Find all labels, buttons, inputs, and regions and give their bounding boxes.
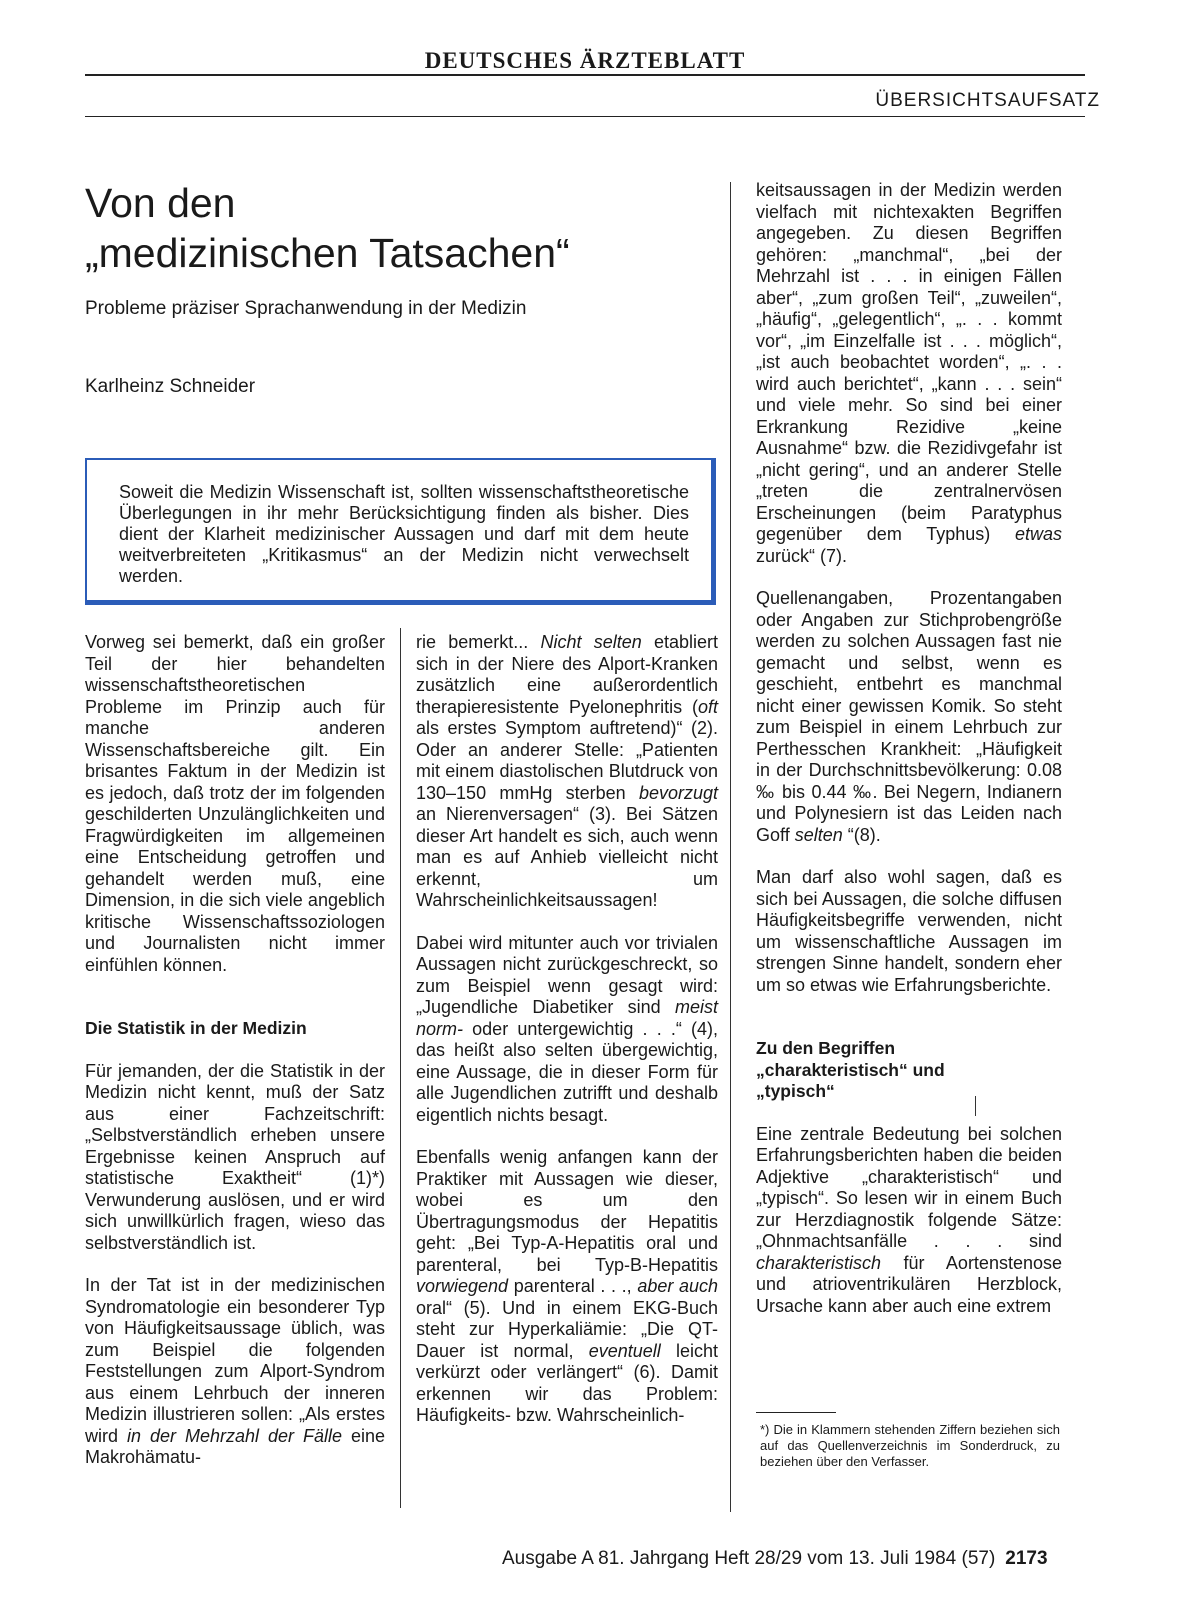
article-author: Karlheinz Schneider <box>85 376 256 397</box>
page-footer <box>502 1548 1048 1570</box>
article-title-line2: „medizinischen Tatsachen“ <box>85 230 570 276</box>
col3-p2-text-b: “(8). <box>842 824 881 845</box>
col2-p2-text-a: Dabei wird mitunter auch vor trivialen Aussagen nicht zurückgeschreckt, so zum Beispiel wenn gesagt wird: „Jugendliche Diabetiker sind <box>416 932 718 1017</box>
column-1 <box>85 632 385 1469</box>
col2-p1-text-c: als erstes Symptom auftretend)“ (2). Oder an anderer Stelle: „Patienten mit einem diastolischen Blutdruck von 130–150 mmHg sterben <box>416 718 718 803</box>
abstract-text: Soweit die Medizin Wissenschaft ist, sollten wissenschaftstheoretische Überlegungen in ihr mehr Berücksichtigung finden als bisher. Dies dient der Klarheit medizinischer Aussagen und darf mit dem heute weitverbreiteten „Kritikasmus“ an der Medizin nicht verwechselt werden. <box>119 482 689 586</box>
section-label: ÜBERSICHTSAUFSATZ <box>875 90 1100 111</box>
col3-p1-text-a: keitsaussagen in der Medizin werden vielfach mit nichtexakten Begriffen angegeben. Zu diesen Begriffen gehören: „manchmal“, „bei der Mehrzahl ist . . . in einigen Fällen aber“, „zum großen Teil“, „zuweilen“, „häufig“, „gelegentlich“, „. . . kommt vor“, „im Einzelfalle ist . . . möglich“, „ist auch beobachtet worden“, „. . . wird auch berichtet“, „kann . . . sein“ und viele mehr. So sind bei einer Erkrankung Rezidive „keine Ausnahme“ bzw. die Rezidivgefahr ist „nicht gering“, und an anderer Stelle „treten die zentralnervösen Erscheinungen (beim Paratyphus gegenüber dem Typhus) <box>756 180 1062 544</box>
col1-p3-emphasis: in der Mehrzahl der Fälle <box>126 1425 342 1446</box>
journal-title: DEUTSCHES ÄRZTEBLATT <box>424 48 746 73</box>
col2-p2-text-b: oder untergewichtig . . .“ (4), das heißt also selten übergewichtig, eine Aussage, die in dieser Form für alle Jugendlichen zutrifft und deshalb eigentlich nichts besagt. <box>416 1018 718 1125</box>
col1-heading: Die Statistik in der Medizin <box>85 1018 307 1038</box>
column-3 <box>756 180 1062 1317</box>
header-rule-bottom <box>85 116 1085 117</box>
col3-paragraph-2 <box>756 588 1062 846</box>
footnote: *) Die in Klammern stehenden Ziffern beziehen sich auf das Quellenverzeichnis im Sonderdruck, zu beziehen über den Verfasser. <box>760 1422 1060 1469</box>
col3-p1-emphasis: etwas <box>1014 524 1062 544</box>
col3-heading <box>756 1038 1062 1103</box>
abstract-box <box>85 458 716 605</box>
column-divider-2 <box>730 182 731 1512</box>
col2-p3-text-a: Ebenfalls wenig anfangen kann der Praktiker mit Aussagen wie dieser, wobei es um den Übertragungsmodus der Hepatitis geht: „Bei Typ-A-Hepatitis oral und parenteral, bei Typ-B-Hepatitis <box>416 1147 718 1275</box>
footer-page-number: 2173 <box>1005 1548 1048 1569</box>
col2-p3-text-b: parenteral . . ., <box>508 1276 638 1296</box>
col2-p3-emphasis-1: vorwiegend <box>416 1276 509 1296</box>
col2-p1-emphasis-2: oft <box>697 696 718 717</box>
col2-paragraph-1 <box>416 632 718 912</box>
col2-paragraph-2 <box>416 933 718 1127</box>
col2-p1-text-a: rie bemerkt... <box>416 632 541 652</box>
col2-p3-text-d: leicht verkürzt oder verlängert“ (6). Damit erkennen wir das Problem: Häufigkeits- bzw. Wahrscheinlich- <box>416 1340 718 1425</box>
article-title <box>85 178 570 278</box>
col2-p3-emphasis-3: eventuell <box>588 1340 661 1361</box>
col3-p2-emphasis: selten <box>794 824 843 845</box>
col3-paragraph-3: Man darf also wohl sagen, daß es sich bei Aussagen, die solche diffusen Häufigkeitsbegriffe verwenden, nicht um wissenschaftliche Aussagen im strengen Sinne handelt, sondern eher um so etwas wie Erfahrungsberichte. <box>756 867 1062 995</box>
col1-paragraph-3 <box>85 1275 385 1469</box>
col1-paragraph-1: Vorweg sei bemerkt, daß ein großer Teil der hier behandelten wissenschaftstheoretischen Probleme im Prinzip auch für manche anderen Wissenschaftsbereiche gilt. Ein brisantes Faktum in der Medizin ist es jedoch, daß trotz der im folgenden geschilderten Unzulänglichkeiten und Fragwürdigkeiten im allgemeinen eine Entscheidung getroffen und gehandelt werden muß, eine Dimension, in die sich viele angeblich kritische Wissenschaftssoziologen und Journalisten nicht immer einfühlen können. <box>85 632 385 975</box>
header-rule-top <box>85 74 1085 76</box>
col3-p4-text-b: für Aortenstenose und atrioventrikulären Herzblock, Ursache kann aber auch eine extrem <box>756 1252 1062 1316</box>
col1-p3-text-a: In der Tat ist in der medizinischen Syndromatologie ein besonderer Typ von Häufigkeitsaussage üblich, was zum Beispiel die folgenden Feststellungen zum Alport-Syndrom aus einem Lehrbuch der inneren Medizin illustrieren sollen: „Als erstes wird <box>85 1275 385 1446</box>
col2-p1-emphasis-1: Nicht selten <box>540 632 642 652</box>
col1-p3-text-b: eine Makrohämatu- <box>85 1425 385 1467</box>
col1-paragraph-2: Für jemanden, der die Statistik in der Medizin nicht kennt, muß der Satz aus einer Fachzeitschrift: „Selbstverständlich erheben unsere Ergebnisse keinen Anspruch auf statistische Exaktheit“ (1)*) Verwunderung auslösen, und er wird sich unwillkürlich fragen, wieso das selbstverständlich ist. <box>85 1060 385 1253</box>
col3-p1-text-b: zurück“ (7). <box>756 545 848 566</box>
footer-issue: Ausgabe A 81. Jahrgang Heft 28/29 vom 13. Juli 1984 (57) <box>502 1548 996 1569</box>
col3-p4-emphasis: charakteristisch <box>756 1252 882 1273</box>
col2-p1-text-b: etabliert sich in der Niere des Alport-Kranken zusätzlich eine außerordentlich therapieresistente Pyelonephritis ( <box>416 632 718 717</box>
col2-p3-emphasis-2: aber auch <box>637 1276 719 1296</box>
col3-heading-line1: Zu den Begriffen <box>756 1038 896 1058</box>
article-title-line1: Von den <box>85 180 236 226</box>
col3-heading-line3: „typisch“ <box>756 1081 835 1101</box>
col3-p4-text-a: Eine zentrale Bedeutung bei solchen Erfahrungsberichten haben die beiden Adjektive „charakteristisch“ und „typisch“. So lesen wir in einem Buch zur Herzdiagnostik folgende Sätze: „Ohnmachtsanfälle . . . sind <box>756 1123 1062 1251</box>
col3-p2-text-a: Quellenangaben, Prozentangaben oder Angaben zur Stichprobengröße werden zu solchen Aussagen fast nie gemacht und selbst, wenn es geschieht, entbehrt es manchmal nicht einer gewissen Komik. So steht zum Beispiel in einem Lehrbuch zur Perthesschen Krankheit: „Häufigkeit in der Durchschnittsbevölkerung: 0.08 ‰ bis 0.44 ‰. Bei Negern, Indianern und Polynesiern ist das Leiden nach Goff <box>756 588 1062 845</box>
col3-paragraph-1 <box>756 180 1062 567</box>
col3-paragraph-4 <box>756 1124 1062 1318</box>
column-2 <box>416 632 718 1427</box>
footnote-rule <box>756 1412 836 1413</box>
col2-p2-emphasis: meist norm- <box>416 997 718 1039</box>
col2-paragraph-3 <box>416 1147 718 1427</box>
column-divider-1 <box>400 628 401 1508</box>
col2-p1-emphasis-3: bevorzugt <box>638 782 718 803</box>
article-subtitle: Probleme präziser Sprachanwendung in der Medizin <box>85 298 527 319</box>
col2-p3-text-c: oral“ (5). Und in einem EKG-Buch steht zur Hyperkaliämie: „Die QT-Dauer ist normal, <box>416 1297 718 1361</box>
col3-heading-line2: „charakteristisch“ und <box>756 1059 945 1080</box>
col2-p1-text-d: an Nierenversagen“ (3). Bei Sätzen dieser Art handelt es sich, auch wenn man es auf Anhieb vielleicht nicht erkennt, um Wahrscheinlichkeitsaussagen! <box>416 804 718 910</box>
